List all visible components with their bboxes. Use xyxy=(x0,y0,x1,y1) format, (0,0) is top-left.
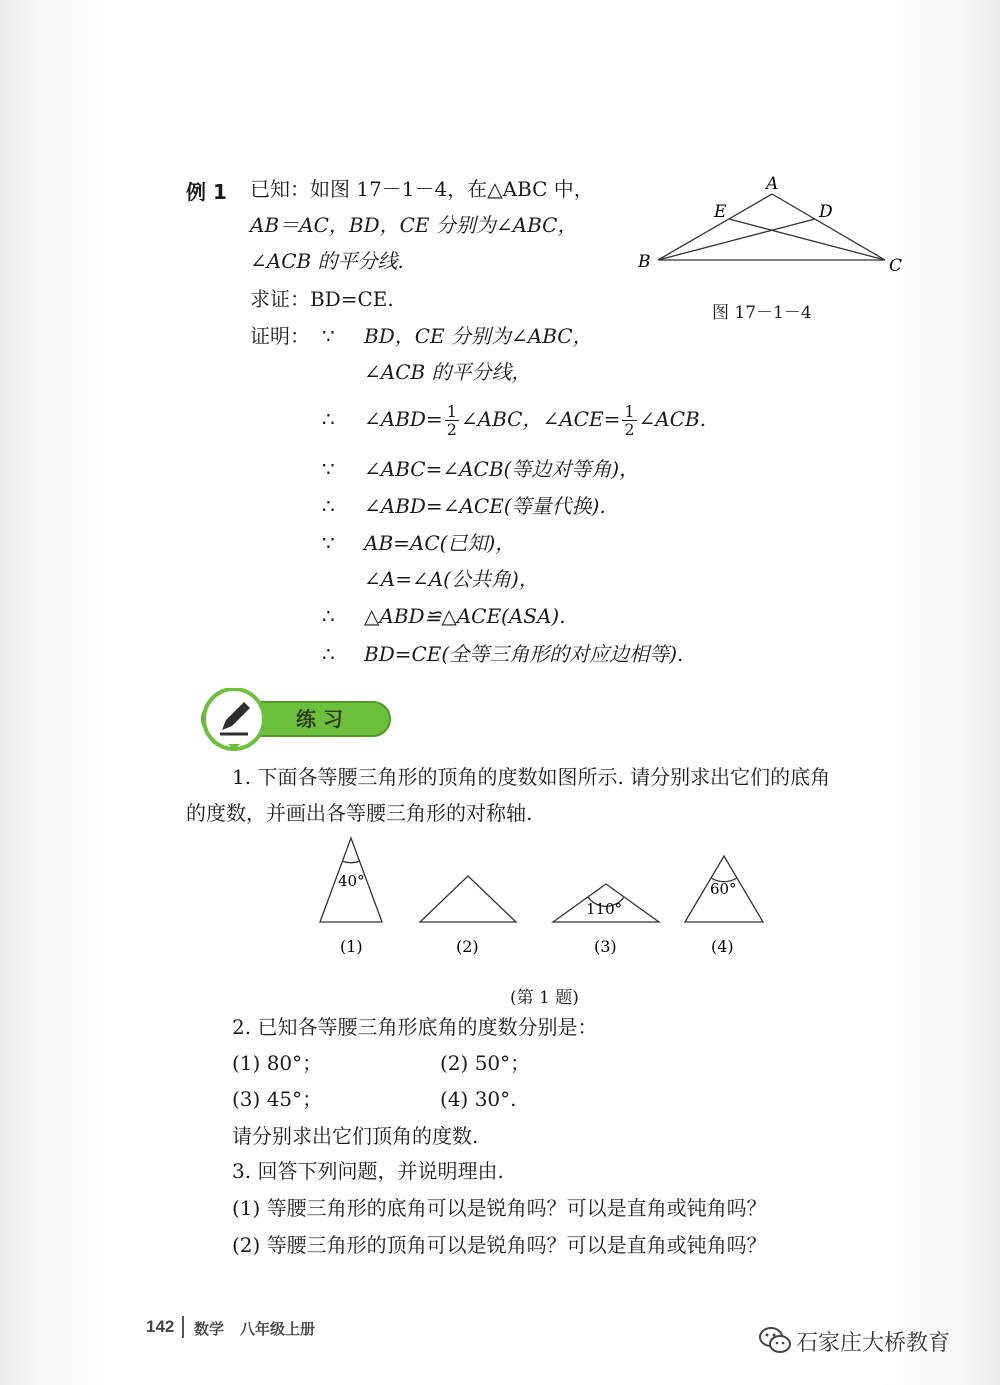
fraction-half-1 xyxy=(445,403,459,438)
proof-step-text: ∠ABC=∠ACB(等边对等角)， xyxy=(364,457,640,481)
proof-step-3 xyxy=(322,398,706,440)
vertex-label-c: C xyxy=(889,256,903,276)
q2-intro: 2. 已知各等腰三角形底角的度数分别是： xyxy=(232,1015,598,1039)
fraction-half-2 xyxy=(622,403,636,438)
triangle-4-angle: 60° xyxy=(710,880,737,898)
q3-item-2: (2) 等腰三角形的顶角可以是锐角吗？可以是直角或钝角吗？ xyxy=(232,1233,767,1257)
proof-step-text: △ABD≌△ACE(ASA). xyxy=(364,604,566,628)
proof-step-text: BD，CE 分别为∠ABC， xyxy=(364,324,593,348)
proof-step-7 xyxy=(322,566,539,592)
proof-step-8 xyxy=(322,603,566,629)
practice-title: 练 习 xyxy=(296,707,343,731)
because-symbol: ∵ xyxy=(322,531,335,555)
vertex-label-d: D xyxy=(819,202,833,222)
triangle-4-label: (4) xyxy=(711,937,734,956)
therefore-symbol: ∴ xyxy=(322,604,335,628)
q2-item-4: (4) 30°. xyxy=(440,1087,517,1111)
proof-step-text: BD=CE(全等三角形的对应边相等). xyxy=(364,642,684,666)
q1-figure-caption: (第 1 题) xyxy=(510,988,579,1008)
therefore-symbol: ∴ xyxy=(322,407,335,431)
q2-item-2: (2) 50°； xyxy=(440,1051,531,1075)
q1-line-2: 的度数，并画出各等腰三角形的对称轴. xyxy=(186,801,533,825)
triangle-3-angle: 110° xyxy=(586,900,623,918)
vertex-label-b: B xyxy=(638,252,651,272)
q2-item-1: (1) 80°； xyxy=(232,1051,323,1075)
vertex-label-a: A xyxy=(766,174,779,194)
triangle-2-label: (2) xyxy=(456,937,479,956)
fraction-denominator: 2 xyxy=(446,420,457,439)
q1-line-1: 1. 下面各等腰三角形的顶角的度数如图所示. 请分别求出它们的底角 xyxy=(232,765,831,789)
segment-bd xyxy=(658,219,815,260)
proof-step-6 xyxy=(322,530,515,556)
proof-step-part-1: ∠ABD= xyxy=(364,407,443,431)
angle-arc-1 xyxy=(342,861,360,863)
footer-subject: 数学 xyxy=(194,1320,225,1338)
triangle-2 xyxy=(420,876,516,922)
given-line-1: 已知：如图 17－1－4，在△ABC 中， xyxy=(250,177,594,201)
given-line-2: AB＝AC，BD，CE 分别为∠ABC， xyxy=(250,213,578,237)
because-symbol: ∵ xyxy=(322,324,335,348)
proof-step-9 xyxy=(322,641,683,667)
therefore-symbol: ∴ xyxy=(322,494,335,518)
figure-caption: 图 17－1－4 xyxy=(712,303,812,323)
proof-step-2 xyxy=(322,359,532,385)
fraction-numerator: 1 xyxy=(624,402,635,421)
because-symbol: ∵ xyxy=(322,457,335,481)
fraction-numerator: 1 xyxy=(446,402,457,421)
watermark-text: 石家庄大桥教育 xyxy=(796,1331,951,1356)
practice-banner xyxy=(182,688,394,754)
triangle-3-label: (3) xyxy=(594,937,617,956)
proof-step-part-3: ∠ACB. xyxy=(638,407,707,431)
wechat-icon xyxy=(758,1324,794,1356)
triangle-1-angle: 40° xyxy=(338,872,365,890)
proof-step-text: AB=AC(已知)， xyxy=(364,531,516,555)
q3-item-1: (1) 等腰三角形的底角可以是锐角吗？可以是直角或钝角吗？ xyxy=(232,1196,767,1220)
proof-label: 证明： xyxy=(250,324,310,348)
example-label: 例 1 xyxy=(186,180,227,204)
footer-grade: 八年级上册 xyxy=(240,1320,316,1338)
figure-triangle-abc xyxy=(630,170,910,280)
proof-step-text: ∠A=∠A(公共角)， xyxy=(364,567,539,591)
q2-item-3: (3) 45°； xyxy=(232,1087,323,1111)
proof-step-text: ∠ACB 的平分线， xyxy=(364,360,532,384)
proof-step-1 xyxy=(322,323,593,349)
page-number: 142 xyxy=(146,1317,175,1336)
q3-intro: 3. 回答下列问题，并说明理由. xyxy=(232,1159,504,1183)
vertex-label-e: E xyxy=(714,202,727,222)
q2-end: 请分别求出它们顶角的度数. xyxy=(232,1124,479,1148)
q1-triangles-figure xyxy=(300,832,790,962)
prove-statement: 求证：BD=CE. xyxy=(250,287,394,311)
given-line-3: ∠ACB 的平分线. xyxy=(250,249,404,273)
triangle-1-label: (1) xyxy=(340,937,363,956)
therefore-symbol: ∴ xyxy=(322,642,335,666)
proof-step-5 xyxy=(322,493,606,519)
footer-divider xyxy=(182,1316,184,1338)
proof-step-4 xyxy=(322,456,639,482)
proof-step-text: ∠ABD=∠ACE(等量代换). xyxy=(364,494,606,518)
proof-step-part-2: ∠ABC，∠ACE= xyxy=(460,407,621,431)
segment-ce xyxy=(729,219,885,260)
fraction-denominator: 2 xyxy=(624,420,635,439)
